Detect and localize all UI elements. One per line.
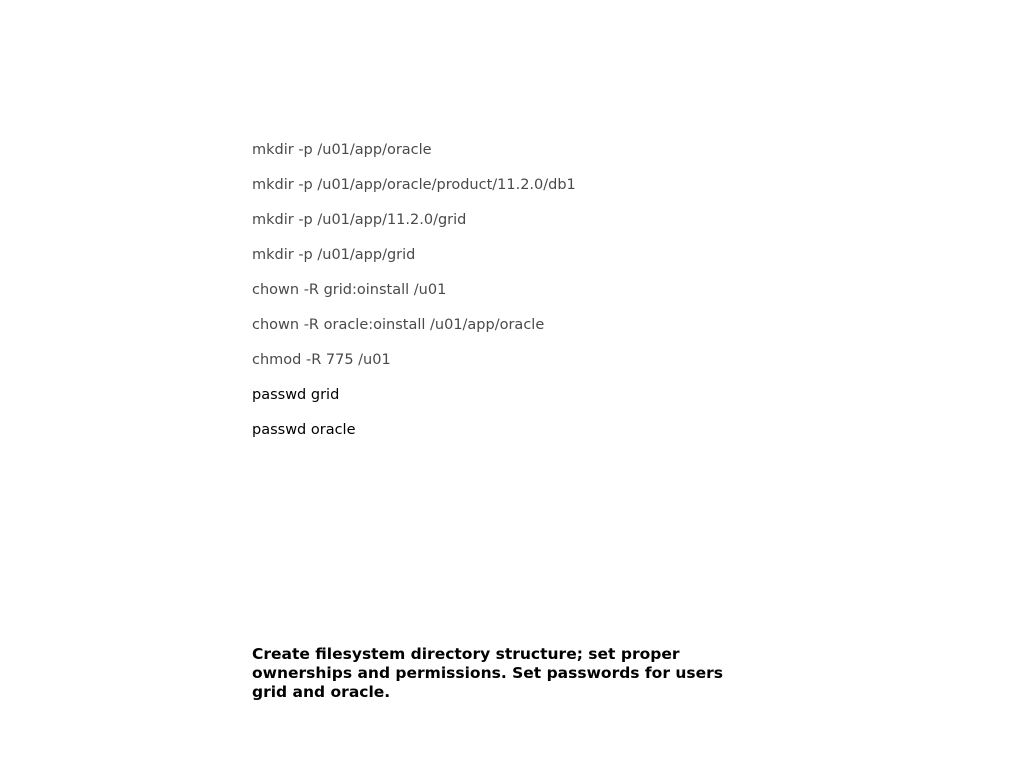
command-line: chmod -R 775 /u01 [252,352,391,368]
command-line: passwd grid [252,387,340,403]
command-line: chown -R oracle:oinstall /u01/app/oracle [252,317,545,333]
command-line: mkdir -p /u01/app/11.2.0/grid [252,212,467,228]
command-line: passwd oracle [252,422,356,438]
command-line: mkdir -p /u01/app/oracle/product/11.2.0/db1 [252,177,576,193]
command-line: chown -R grid:oinstall /u01 [252,282,447,298]
command-line: mkdir -p /u01/app/grid [252,247,416,263]
command-list [252,141,576,456]
slide-caption: Create filesystem directory structure; set proper ownerships and permissions. Set passwords for users grid and oracle. [252,645,724,701]
command-line: mkdir -p /u01/app/oracle [252,142,432,158]
